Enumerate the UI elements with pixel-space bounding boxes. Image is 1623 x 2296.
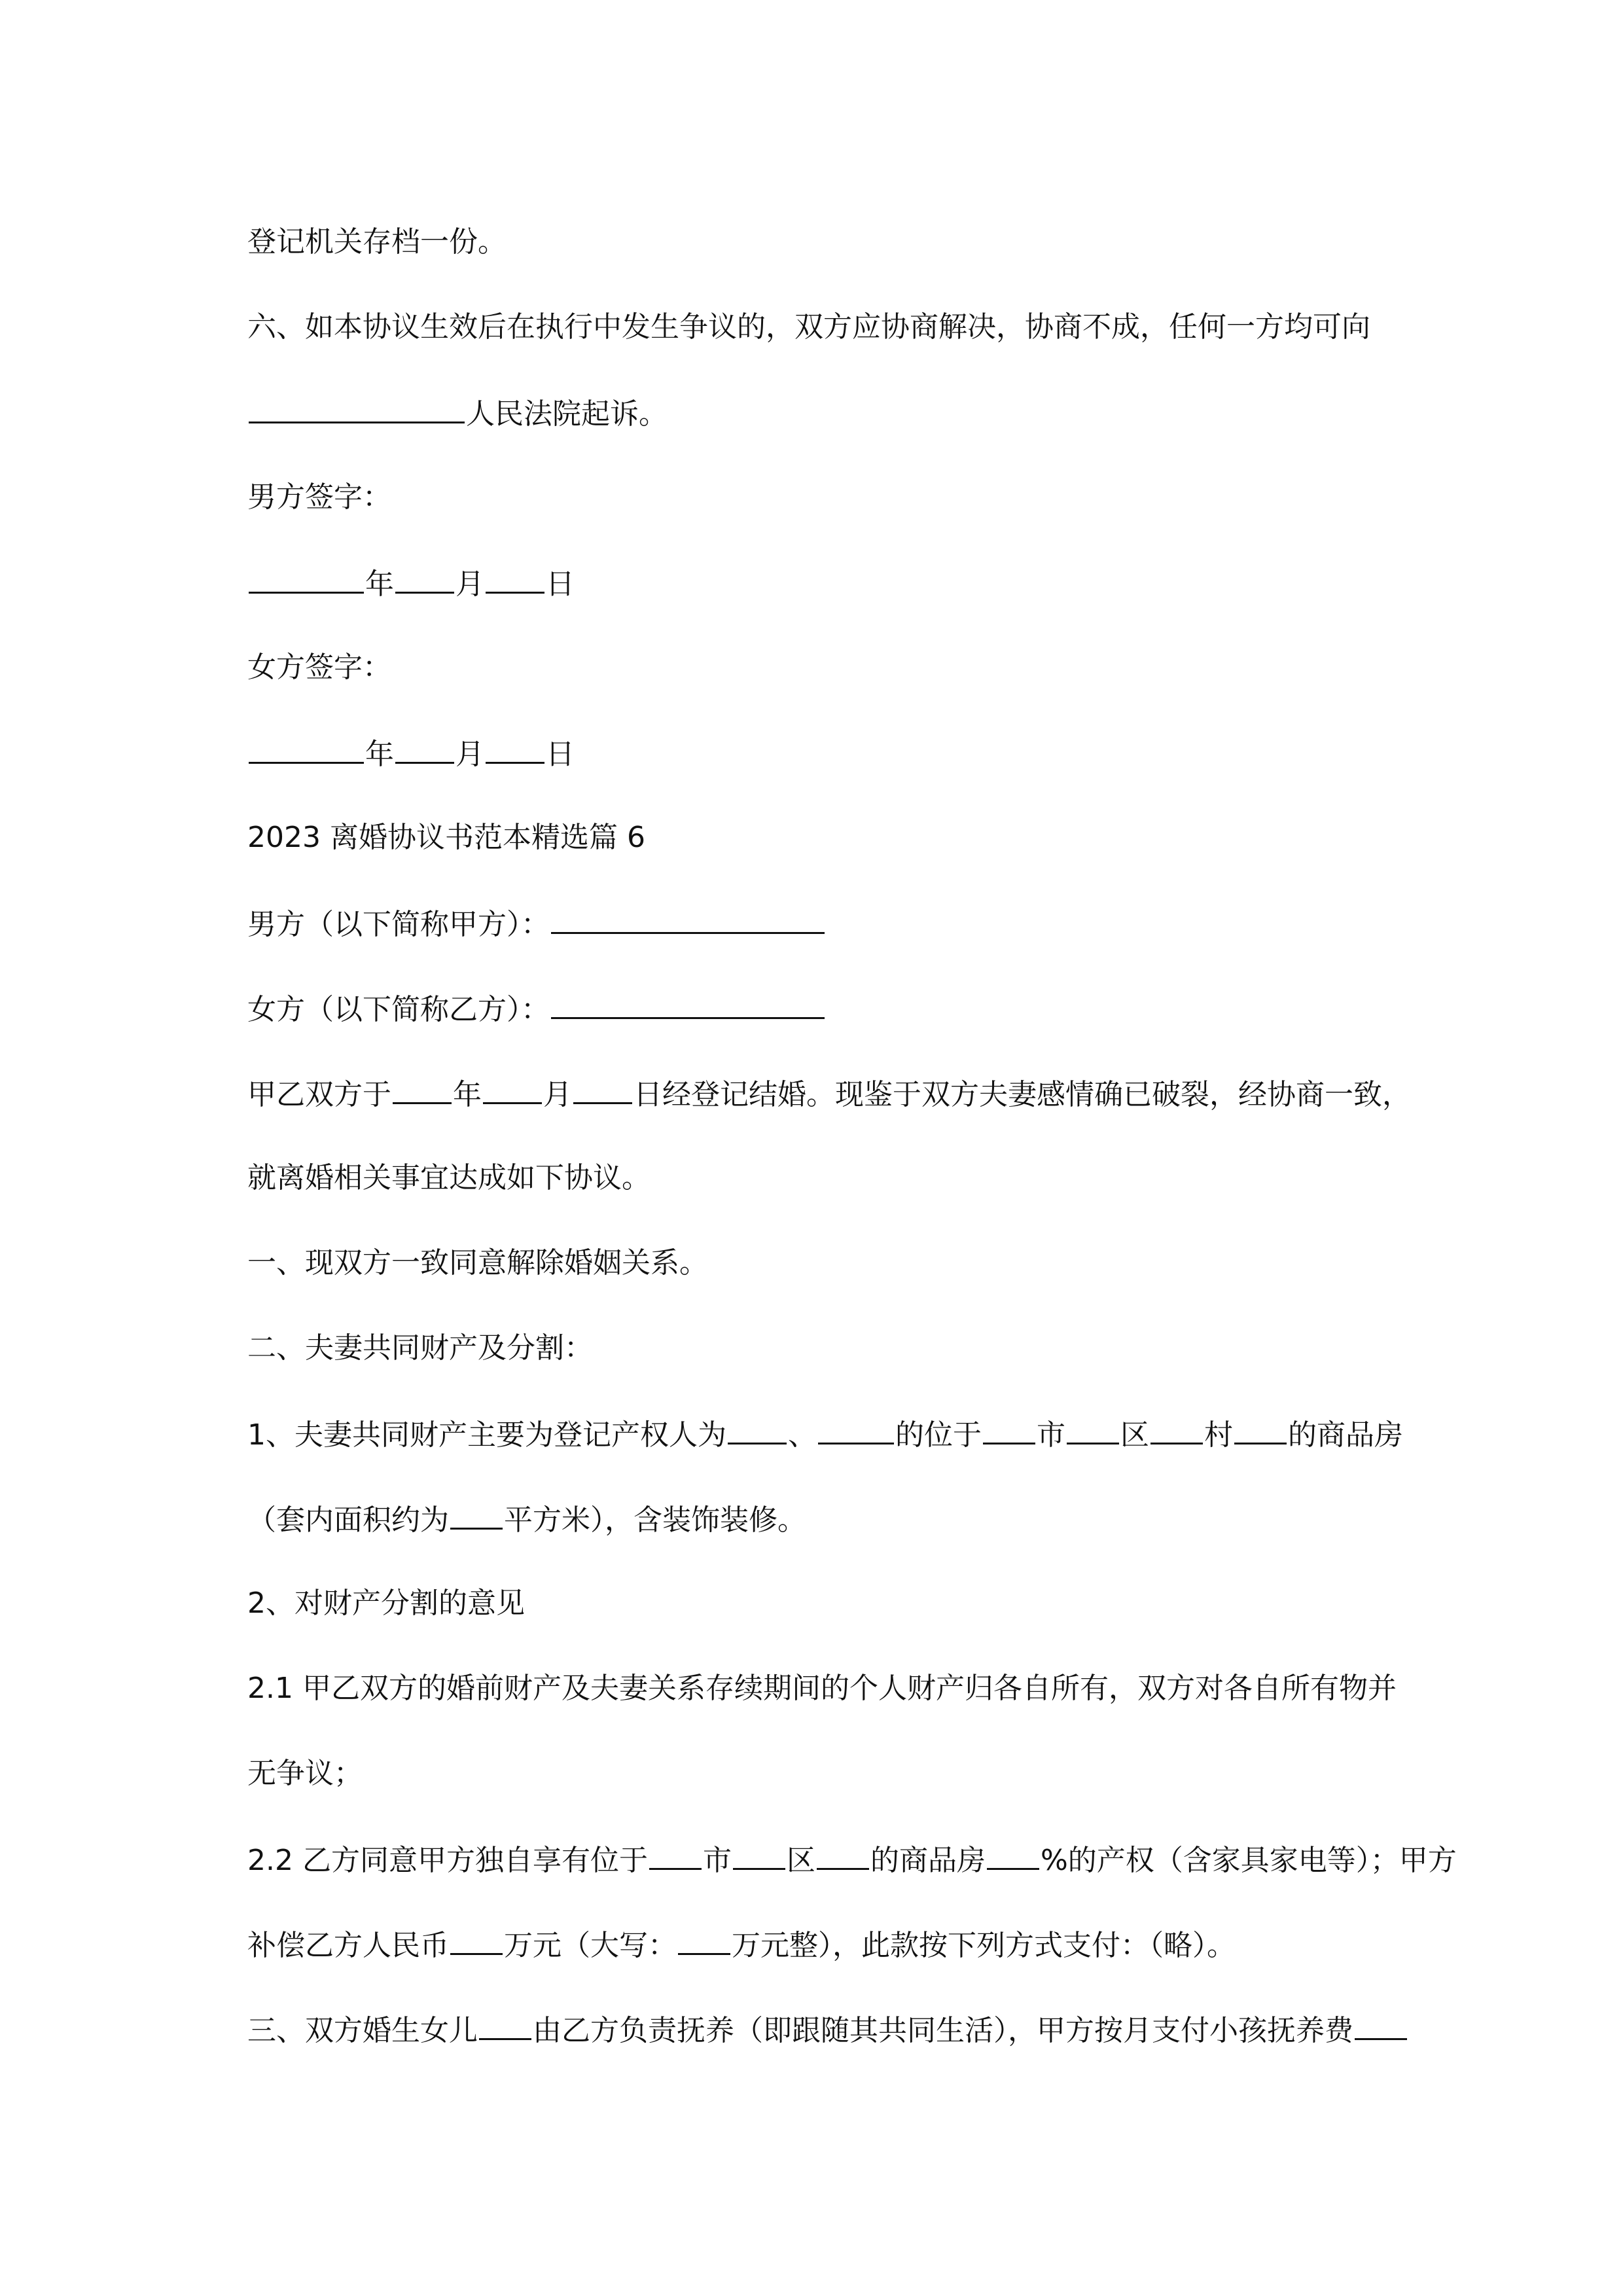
year-blank: [249, 563, 364, 594]
male-signature-date: 年 月 日: [247, 563, 1399, 604]
clause-2-2-line-1: 2.2 乙方同意甲方独自享有位于 市 区 的商品房 %的产权（含家具家电等）；甲方: [247, 1839, 1399, 1880]
day-blank: [486, 563, 544, 594]
party-b-line: 女方（以下简称乙方）：: [247, 988, 1399, 1030]
amount-blank: [450, 1924, 503, 1955]
area-blank: [450, 1499, 503, 1530]
court-blank: [249, 393, 465, 423]
paragraph-archive: 登记机关存档一份。: [247, 225, 507, 259]
year-blank: [393, 1073, 452, 1104]
year-blank: [249, 733, 364, 764]
party-b-blank: [551, 988, 825, 1019]
percent-blank: [987, 1839, 1039, 1870]
party-a-blank: [551, 903, 825, 934]
village-blank: [1150, 1414, 1203, 1444]
day-blank: [573, 1073, 632, 1104]
clause-six-line-2: 人民法院起诉。: [247, 393, 1399, 434]
male-signature-label: 男方签字：: [247, 480, 391, 514]
section-heading: 2023 离婚协议书范本精选篇 6: [247, 821, 645, 854]
district-blank: [733, 1839, 785, 1870]
property-line-2: （套内面积约为 平方米），含装饰装修。: [247, 1499, 1399, 1540]
division-opinion: 2、对财产分割的意见: [247, 1587, 525, 1620]
clause-three: 三、双方婚生女儿 由乙方负责抚养（即跟随其共同生活），甲方按月支付小孩抚养费: [247, 2009, 1399, 2051]
property-blank: [1234, 1414, 1287, 1444]
property-line-1: 1、夫妻共同财产主要为登记产权人为 、 的位于 市 区 村 的商品房: [247, 1414, 1399, 1455]
clause-2-1-line-1: 2.1 甲乙双方的婚前财产及夫妻关系存续期间的个人财产归各自所有，双方对各自所有物并: [247, 1672, 1397, 1705]
city-blank: [983, 1414, 1035, 1444]
month-blank: [483, 1073, 542, 1104]
day-blank: [486, 733, 544, 764]
female-signature-date: 年 月 日: [247, 733, 1399, 774]
city-blank: [649, 1839, 702, 1870]
month-blank: [395, 563, 454, 594]
clause-2-2-line-2: 补偿乙方人民币 万元（大写： 万元整），此款按下列方式支付：（略）。: [247, 1924, 1399, 1965]
clause-six-line-1: 六、如本协议生效后在执行中发生争议的，双方应协商解决，协商不成，任何一方均可向: [247, 310, 1370, 344]
agreement-intro: 就离婚相关事宜达成如下协议。: [247, 1161, 651, 1194]
female-signature-label: 女方签字：: [247, 651, 391, 684]
party-a-line: 男方（以下简称甲方）：: [247, 903, 1399, 944]
clause-two: 二、夫妻共同财产及分割：: [247, 1331, 593, 1365]
owner-blank-2: [818, 1414, 894, 1444]
support-fee-blank: [1355, 2009, 1407, 2040]
month-blank: [395, 733, 454, 764]
clause-2-1-line-2: 无争议；: [247, 1757, 363, 1790]
owner-blank-1: [728, 1414, 787, 1444]
daughter-blank: [479, 2009, 531, 2040]
clause-one: 一、现双方一致同意解除婚姻关系。: [247, 1246, 708, 1280]
property-blank: [817, 1839, 869, 1870]
district-blank: [1067, 1414, 1119, 1444]
amount-words-blank: [678, 1924, 730, 1955]
marriage-date-line: 甲乙双方于 年 月 日经登记结婚。现鉴于双方夫妻感情确已破裂，经协商一致，: [247, 1073, 1399, 1115]
